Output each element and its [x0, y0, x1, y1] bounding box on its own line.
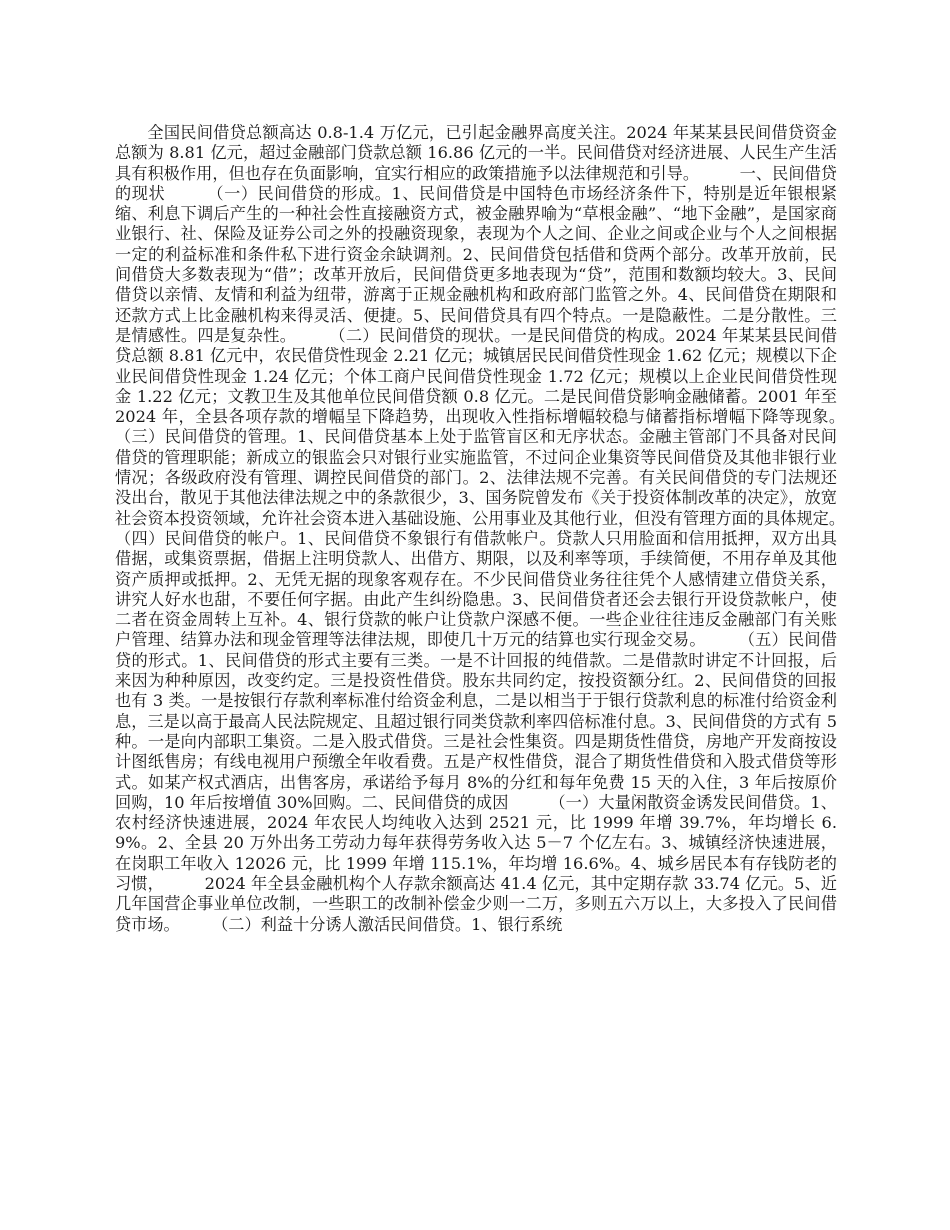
document-page	[115, 123, 886, 935]
document-body-text: 全国民间借贷总额高达 0.8-1.4 万亿元，已引起金融界高度关注。2024 年某某县民间借贷资金总额为 8.81 亿元，超过金融部门贷款总额 16.86 亿元的一半。民间借贷对经济进展、人民生产生活具有积极作用，但也存在负面影响，宜实行相应的政策措施予以法律规范和引导。 一、民间借贷的现状 （一）民间借贷的形成。1、民间借贷是中国特色市场经济条件下，特别是近年银根紧缩、利息下调后产生的一种社会性直接融资方式，被金融界喻为“草根金融”、“地下金融”，是国家商业银行、社、保险及证券公司之外的投融资现象，表现为个人之间、企业之间或企业与个人之间根据一定的利益标准和条件私下进行资金余缺调剂。2、民间借贷包括借和贷两个部分。改革开放前，民间借贷大多数表现为“借”；改革开放后，民间借贷更多地表现为“贷”，范围和数额均较大。3、民间借贷以亲情、友情和利益为纽带，游离于正规金融机构和政府部门监管之外。4、民间借贷在期限和还款方式上比金融机构来得灵活、便捷。5、民间借贷具有四个特点。一是隐蔽性。二是分散性。三是情感性。四是复杂性。 （二）民间借贷的现状。一是民间借贷的构成。2024 年某某县民间借贷总额 8.81 亿元中，农民借贷性现金 2.21 亿元；城镇居民民间借贷性现金 1.62 亿元；规模以下企业民间借贷性现金 1.24 亿元；个体工商户民间借贷性现金 1.72 亿元；规模以上企业民间借贷性现金 1.22 亿元；文教卫生及其他单位民间借贷额 0.8 亿元。二是民间借贷影响金融储蓄。2001 年至 2024 年，全县各项存款的增幅呈下降趋势，出现收入性指标增幅较稳与储蓄指标增幅下降等现象。 （三）民间借贷的管理。1、民间借贷基本上处于监管盲区和无序状态。金融主管部门不具备对民间借贷的管理职能；新成立的银监会只对银行业实施监管，不过问企业集资等民间借贷及其他非银行业情况；各级政府没有管理、调控民间借贷的部门。2、法律法规不完善。有关民间借贷的专门法规还没出台，散见于其他法律法规之中的条款很少，3、国务院曾发布《关于投资体制改革的决定》，放宽社会资本投资领域，允许社会资本进入基础设施、公用事业及其他行业，但没有管理方面的具体规定。 （四）民间借贷的帐户。1、民间借贷不象银行有借款帐户。贷款人只用脸面和信用抵押，双方出具借据，或集资票据，借据上注明贷款人、出借方、期限，以及利率等项，手续简便，不用存单及其他资产质押或抵押。2、无凭无据的现象客观存在。不少民间借贷业务往往凭个人感情建立借贷关系，讲究人好水也甜，不要任何字据。由此产生纠纷隐患。3、民间借贷者还会去银行开设贷款帐户，使二者在资金周转上互补。4、银行贷款的帐户让贷款户深感不便。一些企业往往违反金融部门有关账户管理、结算办法和现金管理等法律法规，即使几十万元的结算也实行现金交易。 （五）民间借贷的形式。1、民间借贷的形式主要有三类。一是不计回报的纯借款。二是借款时讲定不计回报，后来因为种种原因，改变约定。三是投资性借贷。股东共同约定，按投资额分红。2、民间借贷的回报也有 3 类。一是按银行存款利率标准付给资金利息，二是以相当于于银行贷款利息的标准付给资金利息，三是以高于最高人民法院规定、且超过银行同类贷款利率四倍标准付息。3、民间借贷的方式有 5 种。一是向内部职工集资。二是入股式借贷。三是社会性集资。四是期货性借贷，房地产开发商按设计图纸售房；有线电视用户预缴全年收看费。五是产权性借贷，混合了期货性借贷和入股式借贷等形式。如某产权式酒店，出售客房，承诺给予每月 8%的分红和每年免费 15 天的入住，3 年后按原价回购，10 年后按增值 30%回购。二、民间借贷的成因 （一）大量闲散资金诱发民间借贷。1、农村经济快速进展，2024 年农民人均纯收入达到 2521 元，比 1999 年增 39.7%，年均增长 6.9%。2、全县 20 万外出务工劳动力每年获得劳务收入达 5－7 个亿左右。3、城镇经济快速进展，在岗职工年收入 12026 元，比 1999 年增 115.1%，年均增 16.6%。4、城乡居民本有存钱防老的习惯， 2024 年全县金融机构个人存款余额高达 41.4 亿元，其中定期存款 33.74 亿元。5、近几年国营企事业单位改制，一些职工的改制补偿金少则一二万，多则五六万以上，大多投入了民间借贷市场。 （二）利益十分诱人激活民间借贷。1、银行系统	[115, 123, 886, 934]
